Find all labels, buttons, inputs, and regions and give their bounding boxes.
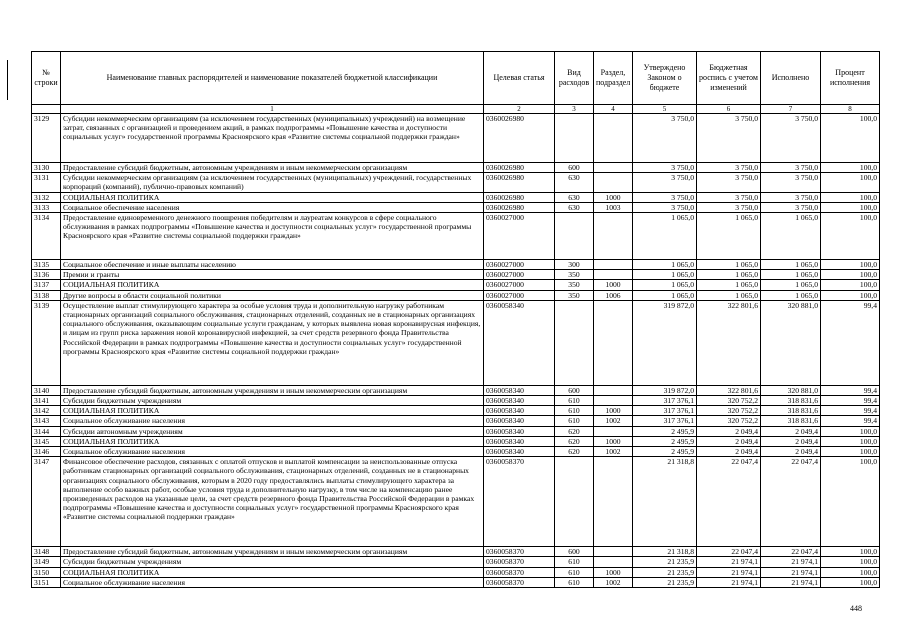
row-number-cell: 3138	[32, 290, 61, 300]
expense-kind-cell: 610	[555, 416, 594, 426]
header-approved: Утверждено Законом о бюджете	[633, 52, 697, 105]
row-number-cell: 3133	[32, 202, 61, 212]
percent-cell: 100,0	[821, 163, 880, 173]
table-row	[32, 300, 880, 385]
executed-amount-cell: 318 831,6	[761, 406, 821, 416]
percent-cell: 100,0	[821, 457, 880, 547]
expense-kind-cell	[555, 114, 594, 163]
target-article-cell: 0360027000	[484, 270, 555, 280]
target-article-cell: 0360058340	[484, 396, 555, 406]
expense-kind-cell: 350	[555, 270, 594, 280]
budget-list-amount-cell: 322 801,6	[697, 385, 761, 395]
row-number-cell: 3130	[32, 163, 61, 173]
target-article-cell: 0360026980	[484, 173, 555, 192]
table-row	[32, 114, 880, 163]
section-cell: 1003	[594, 202, 633, 212]
row-name-cell: Предоставление субсидий бюджетным, автономным учреждениям и иным некоммерческим организациям	[61, 163, 484, 173]
row-number-cell: 3144	[32, 426, 61, 436]
row-name-cell: Субсидии автономным учреждениям	[61, 426, 484, 436]
table-row	[32, 260, 880, 270]
percent-cell: 100,0	[821, 447, 880, 457]
section-cell	[594, 547, 633, 557]
table-row	[32, 173, 880, 192]
row-name-cell: Предоставление субсидий бюджетным, автономным учреждениям и иным некоммерческим организациям	[61, 547, 484, 557]
executed-amount-cell: 21 974,1	[761, 557, 821, 567]
percent-cell: 100,0	[821, 567, 880, 577]
target-article-cell: 0360026980	[484, 192, 555, 202]
approved-amount-cell: 1 065,0	[633, 280, 697, 290]
section-cell: 1000	[594, 436, 633, 446]
budget-list-amount-cell: 320 752,2	[697, 416, 761, 426]
colnum-5: 5	[633, 105, 697, 114]
table-row	[32, 280, 880, 290]
row-number-cell: 3151	[32, 577, 61, 587]
table-row	[32, 557, 880, 567]
approved-amount-cell: 2 495,9	[633, 447, 697, 457]
percent-cell: 100,0	[821, 557, 880, 567]
table-row	[32, 447, 880, 457]
expense-kind-cell: 610	[555, 396, 594, 406]
section-cell: 1000	[594, 567, 633, 577]
percent-cell: 99,4	[821, 416, 880, 426]
table-row	[32, 290, 880, 300]
header-target: Целевая статья	[484, 52, 555, 105]
header-percent: Процент исполнения	[821, 52, 880, 105]
row-number-cell: 3132	[32, 192, 61, 202]
budget-list-amount-cell: 320 752,2	[697, 396, 761, 406]
executed-amount-cell: 22 047,4	[761, 547, 821, 557]
budget-list-amount-cell: 3 750,0	[697, 114, 761, 163]
budget-list-amount-cell: 21 974,1	[697, 567, 761, 577]
target-article-cell: 0360027000	[484, 213, 555, 260]
budget-list-amount-cell: 2 049,4	[697, 436, 761, 446]
target-article-cell: 0360026980	[484, 163, 555, 173]
header-kind: Вид расходов	[555, 52, 594, 105]
executed-amount-cell: 1 065,0	[761, 290, 821, 300]
row-number-cell: 3143	[32, 416, 61, 426]
section-cell: 1002	[594, 447, 633, 457]
budget-list-amount-cell: 2 049,4	[697, 426, 761, 436]
row-name-cell: Социальное обслуживание населения	[61, 577, 484, 587]
expense-kind-cell: 620	[555, 447, 594, 457]
expense-kind-cell: 610	[555, 406, 594, 416]
approved-amount-cell: 317 376,1	[633, 406, 697, 416]
section-cell	[594, 457, 633, 547]
approved-amount-cell: 21 235,9	[633, 567, 697, 577]
colnum-3: 3	[555, 105, 594, 114]
target-article-cell: 0360058340	[484, 426, 555, 436]
table-row	[32, 577, 880, 587]
expense-kind-cell: 630	[555, 202, 594, 212]
budget-list-amount-cell: 320 752,2	[697, 406, 761, 416]
expense-kind-cell: 630	[555, 173, 594, 192]
expense-kind-cell: 350	[555, 280, 594, 290]
expense-kind-cell: 620	[555, 426, 594, 436]
target-article-cell: 0360026980	[484, 202, 555, 212]
section-cell	[594, 114, 633, 163]
section-cell	[594, 300, 633, 385]
row-name-cell: Социальное обслуживание населения	[61, 416, 484, 426]
approved-amount-cell: 1 065,0	[633, 290, 697, 300]
executed-amount-cell: 1 065,0	[761, 213, 821, 260]
row-name-cell: Субсидии некоммерческим организациям (за исключением государственных (муниципальных) учреждений) на возмещение затрат, связанных с организацией и проведением акций, в рамках подпрограммы «Повышение качества и доступности социальных услуг» государственной программы Красноярского края «Развитие системы социальной поддержки граждан»	[61, 114, 484, 163]
expense-kind-cell: 610	[555, 577, 594, 587]
approved-amount-cell: 1 065,0	[633, 270, 697, 280]
table-row	[32, 385, 880, 395]
row-number-cell: 3141	[32, 396, 61, 406]
executed-amount-cell: 2 049,4	[761, 426, 821, 436]
executed-amount-cell: 318 831,6	[761, 396, 821, 406]
table-row	[32, 202, 880, 212]
expense-kind-cell: 600	[555, 385, 594, 395]
percent-cell: 100,0	[821, 547, 880, 557]
section-cell	[594, 396, 633, 406]
budget-list-amount-cell: 3 750,0	[697, 163, 761, 173]
approved-amount-cell: 317 376,1	[633, 396, 697, 406]
colnum-1: 1	[61, 105, 484, 114]
row-name-cell: Субсидии бюджетным учреждениям	[61, 557, 484, 567]
target-article-cell: 0360027000	[484, 260, 555, 270]
approved-amount-cell: 1 065,0	[633, 213, 697, 260]
section-cell: 1000	[594, 280, 633, 290]
table-row	[32, 426, 880, 436]
executed-amount-cell: 21 974,1	[761, 567, 821, 577]
approved-amount-cell: 21 318,8	[633, 457, 697, 547]
table-row	[32, 457, 880, 547]
budget-list-amount-cell: 1 065,0	[697, 280, 761, 290]
expense-kind-cell: 610	[555, 567, 594, 577]
executed-amount-cell: 3 750,0	[761, 114, 821, 163]
executed-amount-cell: 21 974,1	[761, 577, 821, 587]
percent-cell: 100,0	[821, 260, 880, 270]
target-article-cell: 0360058370	[484, 577, 555, 587]
budget-list-amount-cell: 3 750,0	[697, 173, 761, 192]
target-article-cell: 0360027000	[484, 290, 555, 300]
row-name-cell: СОЦИАЛЬНАЯ ПОЛИТИКА	[61, 567, 484, 577]
expense-kind-cell	[555, 300, 594, 385]
table-row	[32, 436, 880, 446]
row-name-cell: СОЦИАЛЬНАЯ ПОЛИТИКА	[61, 192, 484, 202]
row-name-cell: СОЦИАЛЬНАЯ ПОЛИТИКА	[61, 406, 484, 416]
page-number: 448	[850, 604, 862, 613]
executed-amount-cell: 1 065,0	[761, 260, 821, 270]
budget-list-amount-cell: 22 047,4	[697, 457, 761, 547]
approved-amount-cell: 21 235,9	[633, 577, 697, 587]
budget-list-amount-cell: 22 047,4	[697, 547, 761, 557]
section-cell	[594, 385, 633, 395]
percent-cell: 100,0	[821, 290, 880, 300]
header-budget-list: Бюджетная роспись с учетом изменений	[697, 52, 761, 105]
approved-amount-cell: 2 495,9	[633, 436, 697, 446]
target-article-cell: 0360058370	[484, 457, 555, 547]
row-name-cell: Социальное обслуживание населения	[61, 447, 484, 457]
percent-cell: 100,0	[821, 280, 880, 290]
table-body	[32, 114, 880, 588]
percent-cell: 100,0	[821, 577, 880, 587]
row-number-cell: 3145	[32, 436, 61, 446]
header-row-no: № строки	[32, 52, 61, 105]
executed-amount-cell: 2 049,4	[761, 447, 821, 457]
expense-kind-cell	[555, 457, 594, 547]
percent-cell: 100,0	[821, 213, 880, 260]
colnum-8: 8	[821, 105, 880, 114]
margin-mark	[7, 60, 8, 100]
budget-list-amount-cell: 1 065,0	[697, 260, 761, 270]
section-cell: 1002	[594, 577, 633, 587]
row-number-cell: 3136	[32, 270, 61, 280]
approved-amount-cell: 21 318,8	[633, 547, 697, 557]
approved-amount-cell: 317 376,1	[633, 416, 697, 426]
percent-cell: 99,4	[821, 406, 880, 416]
executed-amount-cell: 320 881,0	[761, 385, 821, 395]
expense-kind-cell: 600	[555, 547, 594, 557]
approved-amount-cell: 21 235,9	[633, 557, 697, 567]
colnum-7: 7	[761, 105, 821, 114]
percent-cell: 100,0	[821, 114, 880, 163]
section-cell	[594, 163, 633, 173]
row-name-cell: Субсидии бюджетным учреждениям	[61, 396, 484, 406]
row-number-cell: 3139	[32, 300, 61, 385]
target-article-cell: 0360058340	[484, 436, 555, 446]
target-article-cell: 0360027000	[484, 280, 555, 290]
executed-amount-cell: 3 750,0	[761, 192, 821, 202]
header-row	[32, 52, 880, 105]
header-executed: Исполнено	[761, 52, 821, 105]
section-cell	[594, 557, 633, 567]
row-number-cell: 3140	[32, 385, 61, 395]
target-article-cell: 0360058370	[484, 547, 555, 557]
target-article-cell: 0360058340	[484, 447, 555, 457]
target-article-cell: 0360058340	[484, 385, 555, 395]
approved-amount-cell: 3 750,0	[633, 173, 697, 192]
table-row	[32, 396, 880, 406]
table-row	[32, 163, 880, 173]
percent-cell: 100,0	[821, 270, 880, 280]
budget-list-amount-cell: 322 801,6	[697, 300, 761, 385]
target-article-cell: 0360026980	[484, 114, 555, 163]
section-cell: 1000	[594, 192, 633, 202]
executed-amount-cell: 1 065,0	[761, 270, 821, 280]
section-cell: 1002	[594, 416, 633, 426]
row-number-cell: 3147	[32, 457, 61, 547]
budget-list-amount-cell: 3 750,0	[697, 202, 761, 212]
percent-cell: 100,0	[821, 173, 880, 192]
budget-list-amount-cell: 1 065,0	[697, 213, 761, 260]
row-number-cell: 3134	[32, 213, 61, 260]
column-number-row	[32, 105, 880, 114]
percent-cell: 100,0	[821, 436, 880, 446]
table-row	[32, 270, 880, 280]
approved-amount-cell: 319 872,0	[633, 385, 697, 395]
percent-cell: 99,4	[821, 396, 880, 406]
row-number-cell: 3142	[32, 406, 61, 416]
expense-kind-cell: 300	[555, 260, 594, 270]
approved-amount-cell: 3 750,0	[633, 202, 697, 212]
target-article-cell: 0360058370	[484, 557, 555, 567]
table-row	[32, 192, 880, 202]
section-cell: 1000	[594, 406, 633, 416]
row-name-cell: СОЦИАЛЬНАЯ ПОЛИТИКА	[61, 436, 484, 446]
budget-list-amount-cell: 21 974,1	[697, 577, 761, 587]
row-number-cell: 3137	[32, 280, 61, 290]
percent-cell: 100,0	[821, 426, 880, 436]
colnum-4: 4	[594, 105, 633, 114]
row-name-cell: Финансовое обеспечение расходов, связанных с оплатой отпусков и выплатой компенсации за неиспользованные отпуска работникам стационарных организаций социального обслуживания, стационарных отделений, созданных не в стационарных организациях социального обслуживания, которым в 2020 году предоставлялись выплаты стимулирующего характера за выполнение особо важных работ, особые условия труда и дополнительную нагрузку, в том числе на компенсацию ранее произведенных расходов на указанные цели, за счет средств резервного фонда Правительства Российской Федерации в рамках подпрограммы «Повышение качества и доступности социальных услуг» государственной программы Красноярского края «Развитие системы социальной поддержки граждан»	[61, 457, 484, 547]
approved-amount-cell: 2 495,9	[633, 426, 697, 436]
table-row	[32, 406, 880, 416]
approved-amount-cell: 1 065,0	[633, 260, 697, 270]
row-number-cell: 3149	[32, 557, 61, 567]
executed-amount-cell: 3 750,0	[761, 173, 821, 192]
section-cell	[594, 260, 633, 270]
expense-kind-cell: 610	[555, 557, 594, 567]
expense-kind-cell: 620	[555, 436, 594, 446]
approved-amount-cell: 3 750,0	[633, 114, 697, 163]
header-section: Раздел, подраздел	[594, 52, 633, 105]
section-cell	[594, 270, 633, 280]
row-number-cell: 3129	[32, 114, 61, 163]
row-name-cell: Премии и гранты	[61, 270, 484, 280]
row-number-cell: 3148	[32, 547, 61, 557]
row-number-cell: 3135	[32, 260, 61, 270]
executed-amount-cell: 2 049,4	[761, 436, 821, 446]
table-row	[32, 416, 880, 426]
row-name-cell: Субсидии некоммерческим организациям (за исключением государственных (муниципальных) учреждений, государственных корпораций (компаний), публично-правовых компаний)	[61, 173, 484, 192]
expense-kind-cell: 630	[555, 192, 594, 202]
approved-amount-cell: 3 750,0	[633, 163, 697, 173]
row-name-cell: Социальное обеспечение и иные выплаты населению	[61, 260, 484, 270]
row-name-cell: Другие вопросы в области социальной политики	[61, 290, 484, 300]
row-name-cell: СОЦИАЛЬНАЯ ПОЛИТИКА	[61, 280, 484, 290]
approved-amount-cell: 319 872,0	[633, 300, 697, 385]
budget-list-amount-cell: 2 049,4	[697, 447, 761, 457]
row-number-cell: 3131	[32, 173, 61, 192]
executed-amount-cell: 320 881,0	[761, 300, 821, 385]
executed-amount-cell: 22 047,4	[761, 457, 821, 547]
table-row	[32, 547, 880, 557]
percent-cell: 100,0	[821, 192, 880, 202]
budget-list-amount-cell: 1 065,0	[697, 290, 761, 300]
colnum-2: 2	[484, 105, 555, 114]
target-article-cell: 0360058340	[484, 416, 555, 426]
table-row	[32, 213, 880, 260]
table-row	[32, 567, 880, 577]
budget-list-amount-cell: 21 974,1	[697, 557, 761, 567]
budget-list-amount-cell: 1 065,0	[697, 270, 761, 280]
executed-amount-cell: 3 750,0	[761, 202, 821, 212]
colnum-blank	[32, 105, 61, 114]
section-cell	[594, 213, 633, 260]
row-name-cell: Социальное обеспечение населения	[61, 202, 484, 212]
target-article-cell: 0360058340	[484, 406, 555, 416]
header-name: Наименование главных распорядителей и наименование показателей бюджетной классификации	[61, 52, 484, 105]
executed-amount-cell: 3 750,0	[761, 163, 821, 173]
target-article-cell: 0360058370	[484, 567, 555, 577]
budget-execution-table	[31, 51, 880, 588]
approved-amount-cell: 3 750,0	[633, 192, 697, 202]
row-name-cell: Осуществление выплат стимулирующего характера за особые условия труда и дополнительную нагрузку работникам стационарных организаций социального обслуживания, стационарных отделений, созданных не в стационарных организациях социального обслуживания, оказывающим социальные услуги гражданам, у которых выявлена новая коронавирусная инфекция, и лицам из групп риска заражения новой коронавирусной инфекцией, за счет средств резервного фонда Правительства Российской Федерации в рамках подпрограммы «Повышение качества и доступности социальных услуг» государственной программы Красноярского края «Развитие системы социальной поддержки граждан»	[61, 300, 484, 385]
percent-cell: 100,0	[821, 202, 880, 212]
row-name-cell: Предоставление субсидий бюджетным, автономным учреждениям и иным некоммерческим организациям	[61, 385, 484, 395]
executed-amount-cell: 1 065,0	[761, 280, 821, 290]
expense-kind-cell	[555, 213, 594, 260]
section-cell: 1006	[594, 290, 633, 300]
expense-kind-cell: 350	[555, 290, 594, 300]
target-article-cell: 0360058340	[484, 300, 555, 385]
percent-cell: 99,4	[821, 300, 880, 385]
row-name-cell: Предоставление единовременного денежного поощрения победителям и лауреатам конкурсов в сфере социального обслуживания в рамках подпрограммы «Повышение качества и доступности социальных услуг» государственной программы Красноярского края «Развитие системы социальной поддержки граждан»	[61, 213, 484, 260]
colnum-6: 6	[697, 105, 761, 114]
row-number-cell: 3150	[32, 567, 61, 577]
section-cell	[594, 173, 633, 192]
percent-cell: 99,4	[821, 385, 880, 395]
row-number-cell: 3146	[32, 447, 61, 457]
budget-list-amount-cell: 3 750,0	[697, 192, 761, 202]
executed-amount-cell: 318 831,6	[761, 416, 821, 426]
expense-kind-cell: 600	[555, 163, 594, 173]
section-cell	[594, 426, 633, 436]
